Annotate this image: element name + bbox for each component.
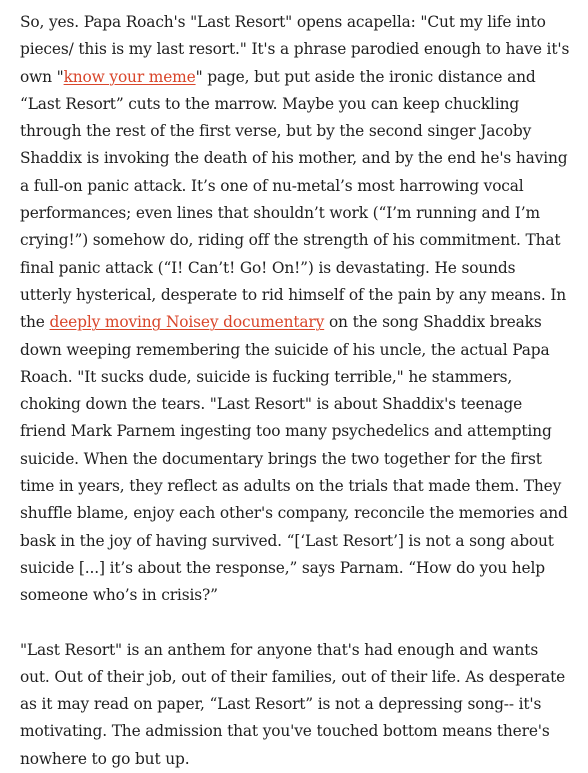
- paragraph-2: "Last Resort" is an anthem for anyone that's had enough and wants out. Out of their job, out of their families, out of their life. As desperate as it may read on paper, “Last Resort” is not a depressing song-- it's motivating. The admission that you've touched bottom means there's nowhere to go but up.: [20, 640, 566, 768]
- article-body: [20, 9, 570, 773]
- paragraph-1-text-part-1: So, yes. Papa Roach's "Last Resort" opens acapella: "Cut my life into pieces/ this is my last resort." It's a phrase parodied enough to have it's own ": [20, 13, 570, 86]
- paragraph-1-text-part-3: on the song Shaddix breaks down weeping remembering the suicide of his uncle, the actual Papa Roach. "It sucks dude, suicide is fucking terrible," he stammers, choking down the tears. "Last Resort" is about Shaddix's teenage friend Mark Parnem ingesting too many psychedelics and attempting suicide. When the documentary brings the two together for the first time in years, they reflect as adults on the trials that made them. They shuffle blame, enjoy each other's company, reconcile the memories and bask in the joy of having survived. “[‘Last Resort’] is not a song about suicide [...] it’s about the response,” says Parnam. “How do you help someone who’s in crisis?”: [20, 313, 568, 605]
- paragraph-1-text-part-2: " page, but put aside the ironic distance and “Last Resort” cuts to the marrow. Maybe you can keep chuckling through the rest of the first verse, but by the second singer Jacoby Shaddix is invoking the death of his mother, and by the end he's having a full-on panic attack. It’s one of nu-metal’s most harrowing vocal performances; even lines that shouldn’t work (“I’m running and I’m crying!”) somehow do, riding off the strength of his commitment. That final panic attack (“I! Can’t! Go! On!”) is devastating. He sounds utterly hysterical, desperate to rid himself of the pain by any means. In the: [20, 67, 568, 332]
- noisey-documentary-link[interactable]: deeply moving Noisey documentary: [49, 313, 325, 332]
- know-your-meme-link[interactable]: know your meme: [63, 67, 196, 86]
- paragraph-1: [20, 9, 570, 610]
